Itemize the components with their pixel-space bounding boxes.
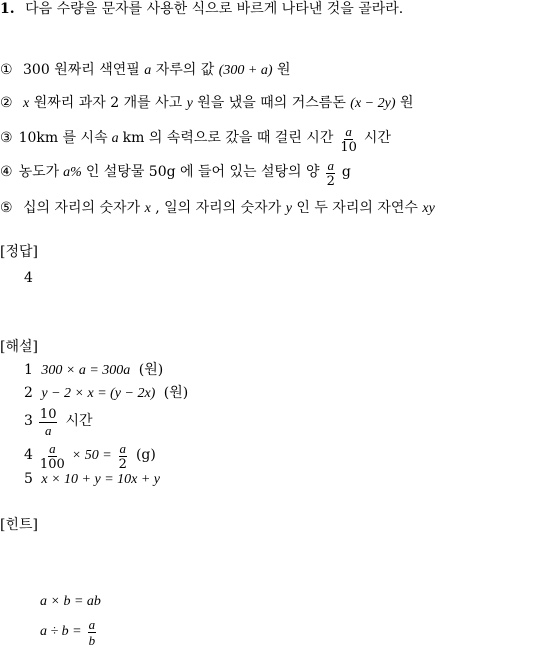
choice-unit: 원 [399,95,414,111]
explanation-line-5 [24,472,160,487]
line-expression: × 50 = [71,448,112,464]
choice-text: 10km 를 시속 [18,130,108,147]
explanation-line-2 [24,386,188,401]
choice-fraction [326,159,336,188]
line-fraction-result [118,442,128,471]
line-number: 3 [24,413,33,430]
choice-2 [0,96,413,111]
line-number: 1 [24,362,33,378]
question-prompt: 다음 수량을 문자를 사용한 식으로 바르게 나타낸 것을 골라라. [25,1,404,17]
line-unit: (원) [163,385,189,401]
choice-variable-y: y [285,201,292,216]
answer-label: [정답] [0,244,38,260]
choice-variable-x: x [23,96,30,111]
choice-unit: g [341,164,351,181]
line-fraction [39,442,66,471]
fraction-denominator: b [88,632,96,648]
fraction-numerator: a [119,440,127,456]
choice-5 [0,201,435,216]
line-expression: 300 × a = 300a [41,363,131,378]
explanation-line-1 [24,363,163,378]
fraction-numerator: 10 [39,406,57,422]
question-header [0,2,403,17]
choice-variable: a% [63,165,82,181]
choice-unit: 시간 [363,130,391,147]
choice-marker: ② [0,95,13,111]
choice-variable-y: y [186,96,193,111]
choice-text: 자루의 값 [155,62,215,78]
fraction-numerator: a [345,123,352,139]
hint-label: [힌트] [0,517,38,533]
answer-value: 4 [24,270,33,286]
hint-formula-divide [40,614,98,650]
fraction-denominator: 10 [340,139,357,155]
choice-text: 인 두 자리의 자연수 [296,200,418,216]
choice-expression: (x − 2y) [350,96,396,111]
fraction-numerator: a [327,157,334,173]
choice-text: 인 설탕물 50g 에 들어 있는 설탕의 양 [85,164,320,181]
line-number: 2 [24,385,33,401]
explanation-line-3 [24,403,93,441]
choice-variable: a [144,63,152,78]
line-fraction [39,408,58,437]
choice-4 [0,155,351,191]
line-unit: (g) [135,447,156,464]
explanation-label: [해설] [0,339,38,355]
hint-formula-multiply: a × b = ab [40,594,101,609]
line-expression: y − 2 × x = (y − 2x) [41,386,156,401]
fraction-denominator: 2 [118,456,127,472]
choice-3 [0,121,391,157]
choice-marker: ⑤ [0,200,13,216]
fraction-denominator: a [44,422,52,438]
choice-fraction [339,125,358,154]
choice-text: 농도가 [18,164,60,181]
choice-text: 원을 냈을 때의 거스름돈 [197,95,346,111]
choice-marker: ④ [0,164,13,181]
choice-expression: xy [422,201,435,216]
line-unit: (원) [138,362,164,378]
hint-lhs: a ÷ b = [40,624,82,640]
fraction-numerator: a [49,440,56,456]
choice-text: 십의 자리의 숫자가 [23,200,141,216]
fraction-denominator: 100 [39,456,65,472]
explanation-line-4 [24,437,156,475]
choice-variable: a [111,131,119,147]
line-expression: x × 10 + y = 10x + y [41,472,161,487]
choice-text: 원짜리 과자 2 개를 사고 [33,95,183,111]
choice-text: km 의 속력으로 갔을 때 걸린 시간 [122,130,334,147]
hint-fraction [88,618,97,647]
choice-marker: ③ [0,130,13,147]
line-number: 5 [24,471,33,487]
question-number: 1. [0,1,15,17]
choice-text: , 일의 자리의 숫자가 [155,200,282,216]
choice-marker: ① [0,62,13,78]
line-unit: 시간 [65,413,93,430]
fraction-numerator: a [88,616,96,632]
choice-1 [0,63,290,78]
line-number: 4 [24,447,33,464]
choice-expression: (300 + a) [218,63,273,78]
choice-unit: 원 [276,62,291,78]
choice-variable-x: x [144,201,151,216]
fraction-denominator: 2 [326,173,335,189]
choice-text: 300 원짜리 색연필 [23,62,140,78]
